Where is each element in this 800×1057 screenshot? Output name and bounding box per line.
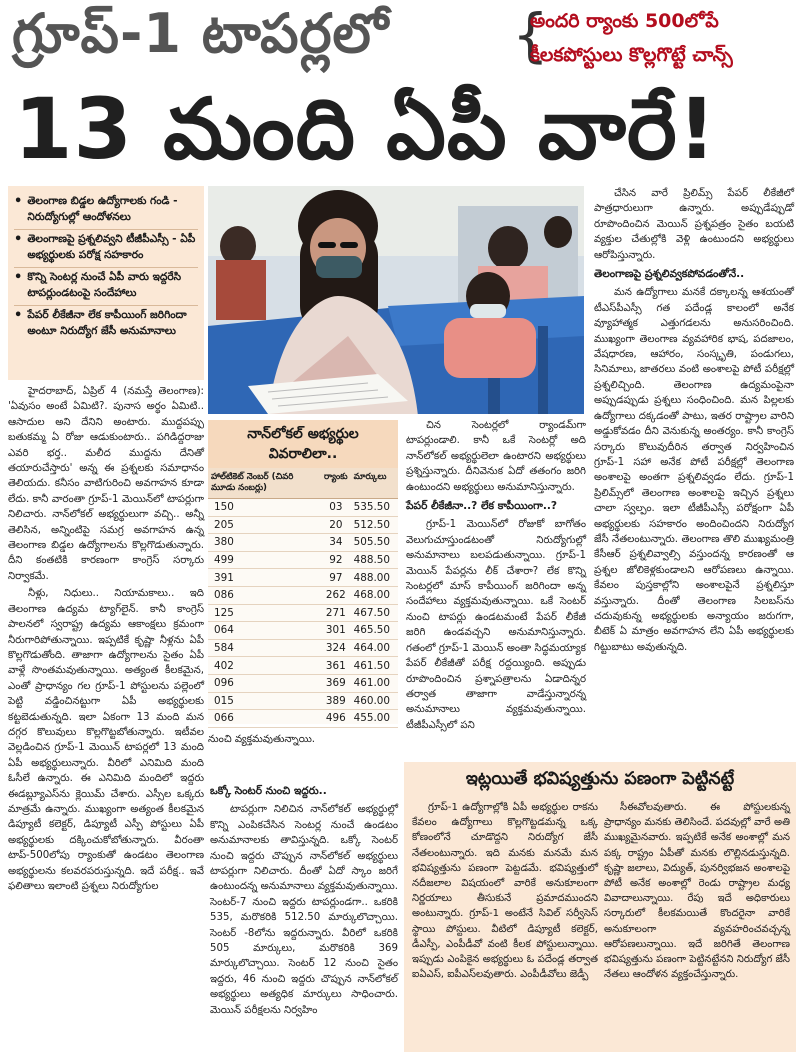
table-row [208, 604, 398, 622]
marks-cell: 461.50 [351, 657, 398, 675]
marks-cell: 465.50 [351, 622, 398, 640]
headline [0, 0, 800, 186]
highlight-item: • తెలంగాణ బిడ్డల ఉద్యోగాలకు గండి - నిరుద్యోగుల్లో ఆందోళనలు [14, 192, 198, 230]
rank-cell: 97 [321, 569, 351, 587]
candidates-table [208, 468, 398, 728]
table-row [208, 692, 398, 710]
table-row [208, 569, 398, 587]
hallticket-cell: 380 [208, 534, 321, 552]
sidebar-box [404, 762, 796, 1052]
highlight-item: • పేపర్‌ లీకేజీనా లేక కాపీయింగ్‌ జరిగిందా అంటూ నిరుద్యోగ జేసీ అనుమానాలు [14, 306, 198, 343]
highlight-item: • కొన్ని సెంటర్ల నుంచే ఏపీ వారు ఇద్దరేసి టాపర్లుండటంపై సందేహాలు [14, 268, 198, 306]
rank-cell: 271 [321, 604, 351, 622]
marks-cell: 460.00 [351, 692, 398, 710]
brace-icon: { [512, 1, 549, 69]
rank-cell: 389 [321, 692, 351, 710]
table-row [208, 639, 398, 657]
table-row [208, 622, 398, 640]
rank-cell: 301 [321, 622, 351, 640]
highlight-item: • తెలంగాణపై ప్రశ్నలివ్వని టీజీపీఎస్సీ - ఏపీ అభ్యర్థులకు పరోక్ష సహకారం [14, 230, 198, 268]
table-row [208, 516, 398, 534]
article-column-right [594, 186, 794, 657]
table-row [208, 586, 398, 604]
marks-cell: 461.00 [351, 674, 398, 692]
article-paragraph: చిన సెంటర్లలో ర్యాండమ్‌గా టాపర్లుండాలి. కానీ ఒకే సెంటర్లో అది నాన్‌లోకల్‌ అభ్యర్థులెలా ఉంటారని అభ్యర్థులు ప్రశ్నిస్తున్నారు. దీనివెనుక ఏదో తతంగం జరిగి ఉంటుందని అభ్యర్థులు అనుమానిస్తున్నారు. [406, 420, 586, 493]
article-paragraph: చేసిన వారే ప్రిలిమ్స్‌ పేపర్‌ లీకేజీలో పాత్రధారులుగా ఉన్నారు. అప్పుడేప్పుడో రూపొందించిన మెయిన్‌ ప్రశ్నపత్రం సైతం బయటి వ్యక్తుల చేతుల్లోకి వెళ్లి ఉంటుందని అభ్యర్థులు ఆరోపిస్తున్నారు. [594, 188, 794, 261]
rank-cell: 369 [321, 674, 351, 692]
highlights-box [8, 186, 204, 380]
article-column-left [8, 384, 204, 896]
column-header-marks: మార్కులు [351, 468, 398, 499]
hallticket-cell: 015 [208, 692, 321, 710]
bullet-icon: • [14, 308, 23, 323]
table-row [208, 499, 398, 517]
box-column-left: గ్రూప్‌-1 ఉద్యోగాల్లోకి ఏపీ అభ్యర్థుల రాకను కేవలం ఉద్యోగాలు కొల్లగొట్టడమన్న ఒక్క కోణంలోనే చూడొద్దని నిరుద్యోగ జేసీ నేతలంటున్నారు. ఇది మనకు మనమే మన భవిష్యత్తును పణంగా పెట్టడమే. భవిష్యత్తులో నదీజలాల విషయంలో వారికే అనుకూలంగా నిర్ణయాలు తీసుకునే ప్రమాదముందని అంటున్నారు. గ్రూప్‌-1 అంటేనే సివిల్‌ సర్వీసెస్‌ స్థాయి పోస్టులు. వీటిలో డిప్యూటీ కలెక్టర్‌, డీఎస్పీ, ఎంపీడీవో వంటి కీలక పోస్టులున్నాయి. ఇప్పుడు ఎంపికైన అభ్యర్థులు ఓ పదేండ్ల తర్వాత ఐఏఎస్‌, ఐపీఎస్‌లవుతారు. ఎంపీడీవోలు జెడ్పీ [412, 802, 598, 981]
column-header-rank: ర్యాంకు [321, 468, 351, 499]
sub-headline-2: కీలకపోస్టులు కొల్లగొట్టే చాన్స్‌ [530, 44, 733, 66]
box-title: ఇట్లయితే భవిష్యత్తును పణంగా పెట్టినట్టే [465, 769, 735, 789]
hallticket-cell: 064 [208, 622, 321, 640]
article-column-bottom-mid [210, 780, 398, 1020]
hallticket-cell: 150 [208, 499, 321, 517]
exam-hall-photo [208, 186, 584, 414]
marks-cell: 455.00 [351, 710, 398, 728]
rank-cell: 34 [321, 534, 351, 552]
table-row [208, 657, 398, 675]
hallticket-cell: 205 [208, 516, 321, 534]
rank-cell: 324 [321, 639, 351, 657]
hallticket-cell: 499 [208, 551, 321, 569]
bullet-icon: • [14, 270, 23, 285]
rank-cell: 262 [321, 586, 351, 604]
nonlocal-candidates-table [208, 420, 398, 724]
hallticket-cell: 086 [208, 586, 321, 604]
marks-cell: 468.00 [351, 586, 398, 604]
headline-line-2: 13 మంది ఏపీ వారే! [14, 80, 717, 178]
bullet-icon: • [14, 194, 23, 209]
section-heading: తెలంగాణపై ప్రశ్నలివ్వకపోవడంతోనే.. [594, 268, 745, 281]
article-paragraph: గ్రూప్‌-1 మెయిన్‌లో రోజుకో బాగోతం వెలుగుచూస్తుండటంతో నిరుద్యోగుల్లో అనుమానాలు బలపడుతున్నాయి. గ్రూప్‌-1 మెయిన్‌ పేపర్లను లీక్‌ చేశారా? లేక కొన్ని సెంటర్లలో మాస్‌ కాపీయింగ్‌ జరిగిందా అన్న సందేహాలు వ్యక్తమవుతున్నాయి. ఒకే సెంటర్‌ నుంచి టాపర్లు ఉండటమంటే పేపర్‌ లీకేజీ జరిగి ఉండవచ్చని అనుమానిస్తున్నారు. గతంలో గ్రూప్‌-1 మెయిన్‌ అంతా సిద్ధమయ్యాక పేపర్‌ లీకేజీతో పరీక్ష రద్దయ్యింది. అప్పుడు రూపొందించిన ప్రశ్నాపత్రాలను ఏడాదిన్నర తర్వాత తాజాగా వాడేస్తున్నారన్న అనుమానాలు వ్యక్తమవుతున్నాయి. టీజీపీఎస్సీలో పని [406, 519, 586, 731]
table-row [208, 551, 398, 569]
table-row [208, 534, 398, 552]
marks-cell: 505.50 [351, 534, 398, 552]
hallticket-cell: 402 [208, 657, 321, 675]
bullet-icon: • [14, 232, 23, 247]
headline-line-1: గ్రూప్‌-1 టాపర్లలో [12, 2, 390, 65]
table-note: నుంచి వ్యక్తమవుతున్నాయి. [208, 734, 316, 745]
table-body [208, 499, 398, 728]
marks-cell: 488.00 [351, 569, 398, 587]
article-paragraph: టాపర్లుగా నిలిచిన నాన్‌లోకల్‌ అభ్యర్థుల్లో కొన్ని ఎంపికచేసిన సెంటర్ల నుంచే ఉండటం అనుమానాలకు తావిస్తున్నది. ఒక్కో సెంటర్‌ నుంచి ఇద్దరు చొప్పున నాన్‌లోకల్‌ అభ్యర్థులు టాపర్లుగా నిలిచారు. దీంతో ఏదో స్కాం జరిగే ఉంటుందన్న అనుమానాలు వ్యక్తమవుతున్నాయి. సెంటర్‌-7 నుంచి ఇద్దరు టాపర్లుండగా.. ఒకరికి 535, మరొకరికి 512.50 మార్కులొచ్చాయి. సెంటర్‌ -8లోను ఇద్దరున్నారు. వీరిలో ఒకరికి 505 మార్కులు, మరొకరికి 369 మార్కులొచ్చాయి. సెంటర్‌ 12 నుంచి సైతం ఇద్దరు, 46 నుంచి ఇద్దరు చొప్పున నాన్‌లోకల్‌ అభ్యర్థులు అత్యధిక మార్కులు సాధించారు. మెయిన్‌ పరీక్షలను నిర్వహిం [210, 804, 398, 1016]
table-row [208, 674, 398, 692]
marks-cell: 512.50 [351, 516, 398, 534]
rank-cell: 92 [321, 551, 351, 569]
hallticket-cell: 391 [208, 569, 321, 587]
hallticket-cell: 066 [208, 710, 321, 728]
box-column-right: సీఈవోలవుతారు. ఈ పోస్టులకున్న ప్రాధాన్యం మనకు తెలిసిందే. పదవుల్లో వారే అతి ముఖ్యమైనవారు. ఇప్పటికే అనేక అంశాల్లో మన పక్క రాష్ట్రం ఏపీతో మనకు లొల్లినడుస్తున్నది. కృష్ణా జలాలు, విద్యుత్‌, పునర్విభజన అంశాలపై పోటీ అనేక అంశాల్లో రెండు రాష్ట్రాల మధ్య వివాదాలున్నాయి. రేపు ఇదే అధికారులు సర్కారులో కీలకమయితే కొందరైనా వారికే అనుకూలంగా వ్యవహరించవచ్చన్న ఆరోపణలున్నాయి. ఇదే జరిగితే తెలంగాణ భవిష్యత్తును పణంగా పెట్టినట్టేనని నిరుద్యోగ జేసీ నేతలు ఆందోళన వ్యక్తంచేస్తున్నారు. [604, 802, 790, 981]
hallticket-cell: 584 [208, 639, 321, 657]
sub-headline-1: అందరి ర్యాంకు 500లోపే [530, 10, 719, 32]
hallticket-cell: 125 [208, 604, 321, 622]
rank-cell: 20 [321, 516, 351, 534]
rank-cell: 496 [321, 710, 351, 728]
marks-cell: 488.50 [351, 551, 398, 569]
exam-hall-illustration [208, 186, 584, 414]
article-paragraph: మన ఉద్యోగాలు మనకే దక్కాలన్న ఆశయంతో టీఎస్‌పీఎస్సీ గత పదేండ్ల కాలంలో అనేక వ్యూహాత్మక ఎత్తుగడలను అనుసరించింది. ముఖ్యంగా తెలంగాణ వ్యవహారిక భాష, పదజాలం, వేషధారణ, ఆహారం, సంస్కృతి, పండుగలు, సినిమాలు, జాతరలు వంటి అంశాలపై పోటీ పరీక్షల్లో ప్రశ్నలిచ్చింది. తెలంగాణ ఉద్యమంపైనా అప్పుడప్పుడు ప్రశ్నలు సంధించింది. మన పిల్లలకు ఉద్యోగాలు దక్కడంతో పాటు, ఇతర రాష్ట్రాల వారిని అడ్డుకోవడం దీని వెనుకున్న అంతర్యం. కానీ కాంగ్రెస్‌ సర్కారు కొలువుదీరిన తర్వాత నిర్వహించిన గ్రూప్‌-1 సహా అనేక పోటీ పరీక్షల్లో తెలంగాణ అంశాలపై అంతగా ప్రశ్నలివ్వడం లేదు. గ్రూప్‌-1 ప్రిలిమ్స్‌లో తెలంగాణ అంశాలపై ఇచ్చిన ప్రశ్నలు చాలా స్వల్పం. ఇలా టీజీపీఎస్సీ పరోక్షంగా ఏపీ అభ్యర్థులకు సహకారం అందించిందని నిరుద్యోగ జేసీ నేతలంటున్నారు. తెలంగాణ తొలి ముఖ్యమంత్రి కేసీఆర్‌ ప్రశ్నలివ్వాల్సి వస్తుందన్న కారణంతో ఆ ప్రశ్నల జోలికెళ్లకుండాలని ఆరోపణలు ఉన్నాయి. కేవలం పుస్తకాల్లోని అంశాలపైనే ప్రశ్నలిస్తూ వస్తున్నారు. దీంతో తెలంగాణ సిలబస్‌ను చదువుకున్న అభ్యర్థులకు అన్యాయం జరుగగా, బీటెక్‌ ఏ మాత్రం అవగాహన లేని ఏపీ అభ్యర్థులకు గిట్టుబాటు అవుతున్నది. [594, 287, 794, 653]
marks-cell: 464.00 [351, 639, 398, 657]
hallticket-cell: 096 [208, 674, 321, 692]
article-paragraph: హైదరాబాద్‌, ఏప్రిల్‌ 4 (నమస్తే తెలంగాణ): 'ఏవుసం అంటే ఏమిటి?. పునాస అర్థం ఏమిటి.. ఆసాదుల అని దేనిని అంటారు. ముద్దపప్పు బతుకమ్మ ఏ రోజు ఆడుకుంటారు.. పగిడిద్దరాజు ఎవరి భర్త.. మలీద ముద్దను దేనితో తయారుచేస్తారు' అన్న ఈ ప్రశ్నలకు సమాధానం తెలియదు. కనీసం వాటిగురించి అవగాహన కూడా లేదు. కానీ వారంతా గ్రూప్‌-1 మెయిన్‌లో టాపర్లుగా నిలిచారు. నాన్‌లోకల్‌ అభ్యర్థులుగా వచ్చి.. అన్నీ తెలిసిన, అన్నింటిపై సమగ్ర అవగాహన ఉన్న తెలంగాణ బిడ్డల ఉద్యోగాలను కొల్లగొడుతున్నారు. దీని కంతటికి కారణంగా కాంగ్రెస్‌ సర్కారు నిర్వాకమే. [8, 386, 204, 582]
table-row [208, 710, 398, 728]
section-heading: ఒక్కో సెంటర్‌ నుంచి ఇద్దరు.. [210, 785, 327, 797]
table-title: నాన్‌లోకల్‌ అభ్యర్థుల వివరాలిలా.. [208, 420, 398, 468]
marks-cell: 535.50 [351, 499, 398, 517]
rank-cell: 03 [321, 499, 351, 517]
section-heading: పేపర్‌ లీకేజీనా..? లేక కాపీయింగా..? [406, 500, 558, 513]
article-paragraph: నీళ్లు, నిధులు.. నియామకాలు.. ఇది తెలంగాణ ఉద్యమ ట్యాగ్‌లైన్‌. కానీ కాంగ్రెస్‌ పాలనలో స్వరాష్ట్ర ఉద్యమ ఆకాంక్షలు క్రమంగా నీరుగారిపోతున్నాయి. ఇప్పటికే కృష్ణా నీళ్లను ఏపీ కొల్లగొడుతోంది. తాజాగా ఉద్యోగాలను సైతం ఏపీ వాళ్లే సొంతమవుతున్నాయి. అత్యంత కీలకమైన, ఎంతో ప్రాధాన్యం గల గ్రూప్‌-1 పోస్టులను పల్లెంలో పెట్టి వడ్డించినట్టుగా ఏపీ అభ్యర్థులకు కట్టబెడుతున్నది. ఇలా ఏకంగా 13 మంది మన దగ్గర కొలువులు కొల్లగొట్టబోతున్నారు. ఇటీవల వెల్లడించిన గ్రూప్‌-1 మెయిన్‌ టాపర్లలో 13 మంది ఏపీ అభ్యర్థులున్నారు. వీరిలో ఎనిమిది మంది ఓసీలే ఉన్నారు. ఈ ఎనిమిది మందిలో ఇద్దరు ఈడబ్ల్యూఎస్‌ను క్లెయిమ్‌ చేశారు. ఎస్సీల ఒక్కరు మాత్రమే ఉన్నారు. ముఖ్యంగా అత్యంత కీలకమైన డిప్యూటీ కలెక్టర్‌, డిప్యూటీ ఎస్పీ పోస్టులు ఏపీ అభ్యర్థులకు దక్కించుకోబోతున్నారు. వీరంతా టాప్‌-500లోపు ర్యాంకుతో ఉండటం తెలంగాణ అభ్యర్థులను కలవరపరుస్తున్నది. ఇదే పరీక్ష.. ఇవే ఫలితాలు ఇలాంటి ప్రశ్నలు నిరుద్యోగుల [8, 588, 204, 892]
article-column-mid [406, 418, 586, 735]
marks-cell: 467.50 [351, 604, 398, 622]
rank-cell: 361 [321, 657, 351, 675]
column-header-hallticket: హాల్‌టికెట్‌ నెంబర్‌ (చివరి మూడు నంబర్లు) [208, 468, 321, 499]
